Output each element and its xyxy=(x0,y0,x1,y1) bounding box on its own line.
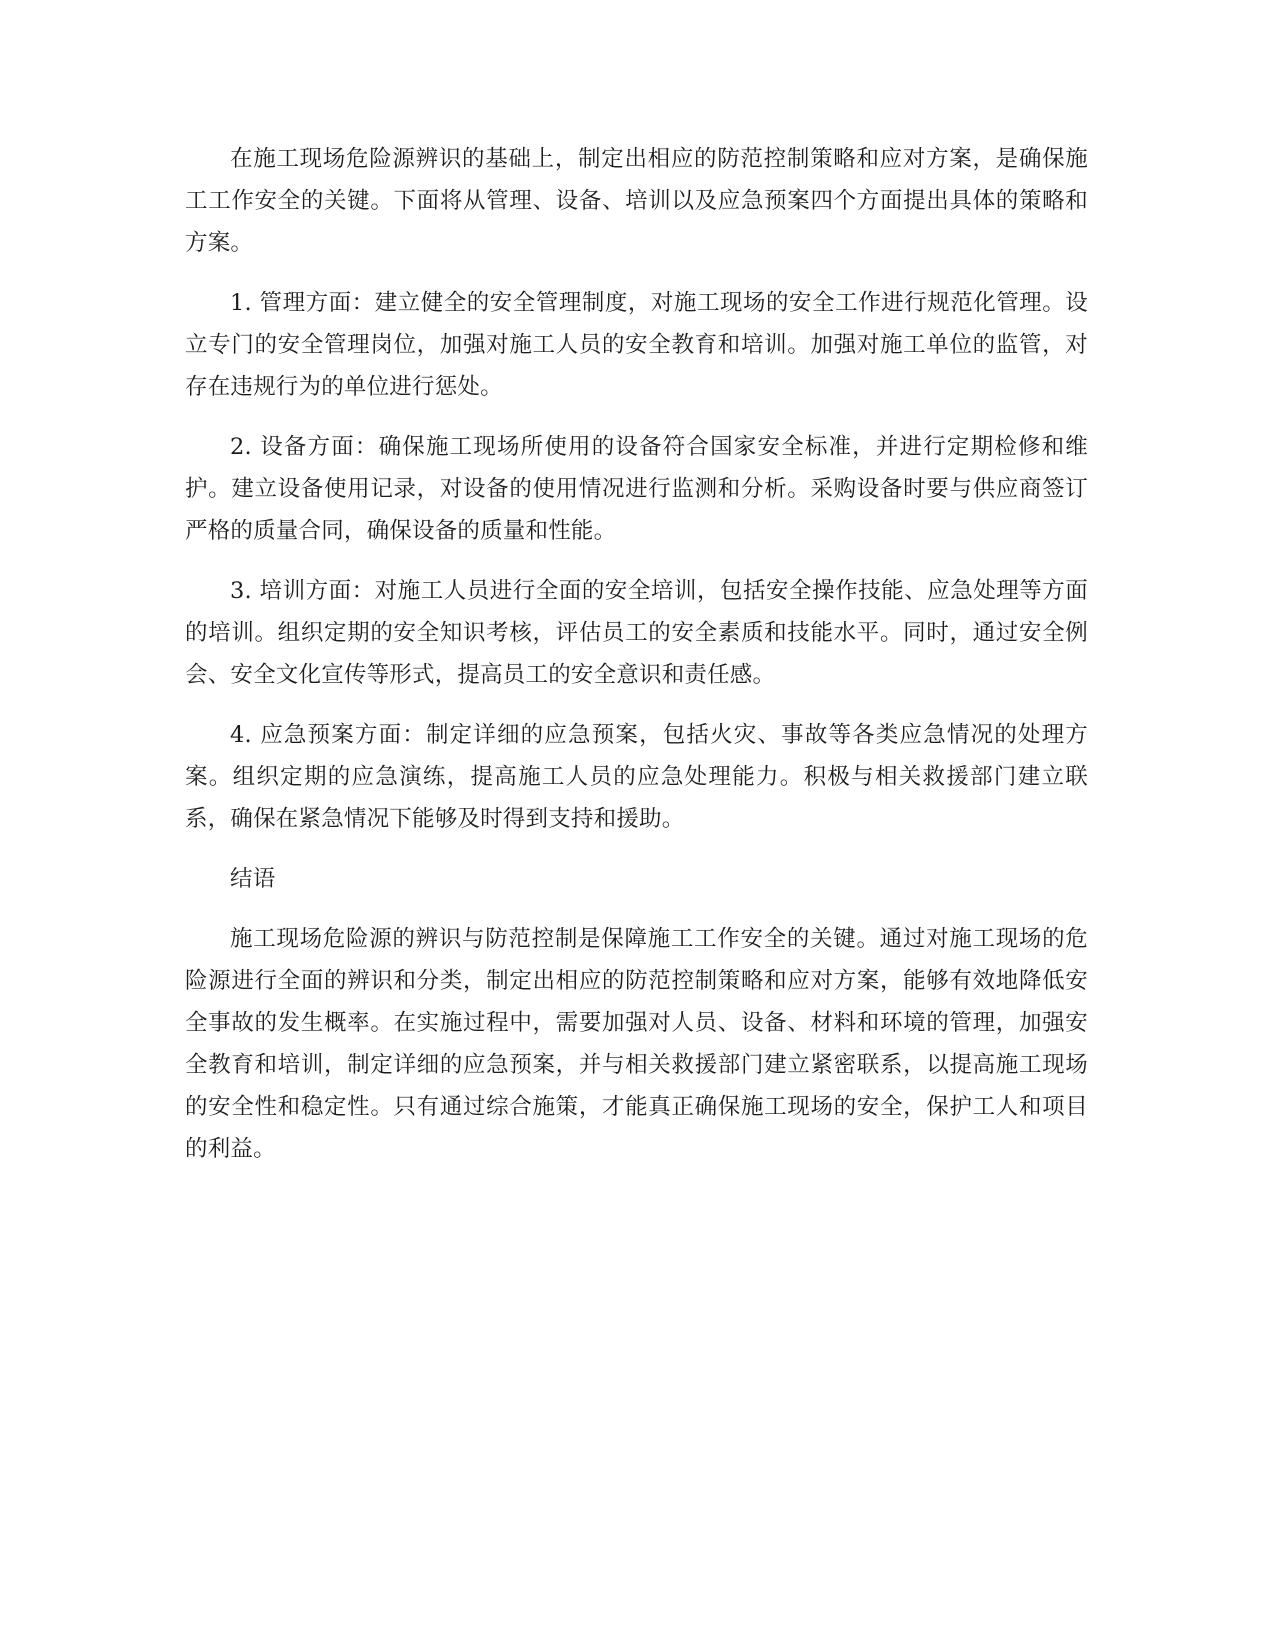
training-paragraph: 3. 培训方面：对施工人员进行全面的安全培训，包括安全操作技能、应急处理等方面的培训。组织定期的安全知识考核，评估员工的安全素质和技能水平。同时，通过安全例会、安全文化宣传等形式，提高员工的安全意识和责任感。 xyxy=(185,578,1088,688)
management-paragraph: 1. 管理方面：建立健全的安全管理制度，对施工现场的安全工作进行规范化管理。设立专门的安全管理岗位，加强对施工人员的安全教育和培训。加强对施工单位的监管，对存在违规行为的单位进行惩处。 xyxy=(185,290,1088,400)
equipment-paragraph: 2. 设备方面：确保施工现场所使用的设备符合国家安全标准，并进行定期检修和维护。建立设备使用记录，对设备的使用情况进行监测和分析。采购设备时要与供应商签订严格的质量合同，确保设备的质量和性能。 xyxy=(185,434,1088,544)
intro-paragraph: 在施工现场危险源辨识的基础上，制定出相应的防范控制策略和应对方案，是确保施工工作安全的关键。下面将从管理、设备、培训以及应急预案四个方面提出具体的策略和方案。 xyxy=(185,146,1088,256)
conclusion-paragraph: 施工现场危险源的辨识与防范控制是保障施工工作安全的关键。通过对施工现场的危险源进行全面的辨识和分类，制定出相应的防范控制策略和应对方案，能够有效地降低安全事故的发生概率。在实施过程中，需要加强对人员、设备、材料和环境的管理，加强安全教育和培训，制定详细的应急预案，并与相关救援部门建立紧密联系，以提高施工现场的安全性和稳定性。只有通过综合施策，才能真正确保施工现场的安全，保护工人和项目的利益。 xyxy=(185,926,1088,1162)
conclusion-heading: 结语 xyxy=(230,866,276,892)
document-page xyxy=(185,138,1088,1170)
emergency-plan-paragraph: 4. 应急预案方面：制定详细的应急预案，包括火灾、事故等各类应急情况的处理方案。组织定期的应急演练，提高施工人员的应急处理能力。积极与相关救援部门建立联系，确保在紧急情况下能够及时得到支持和援助。 xyxy=(185,722,1088,832)
